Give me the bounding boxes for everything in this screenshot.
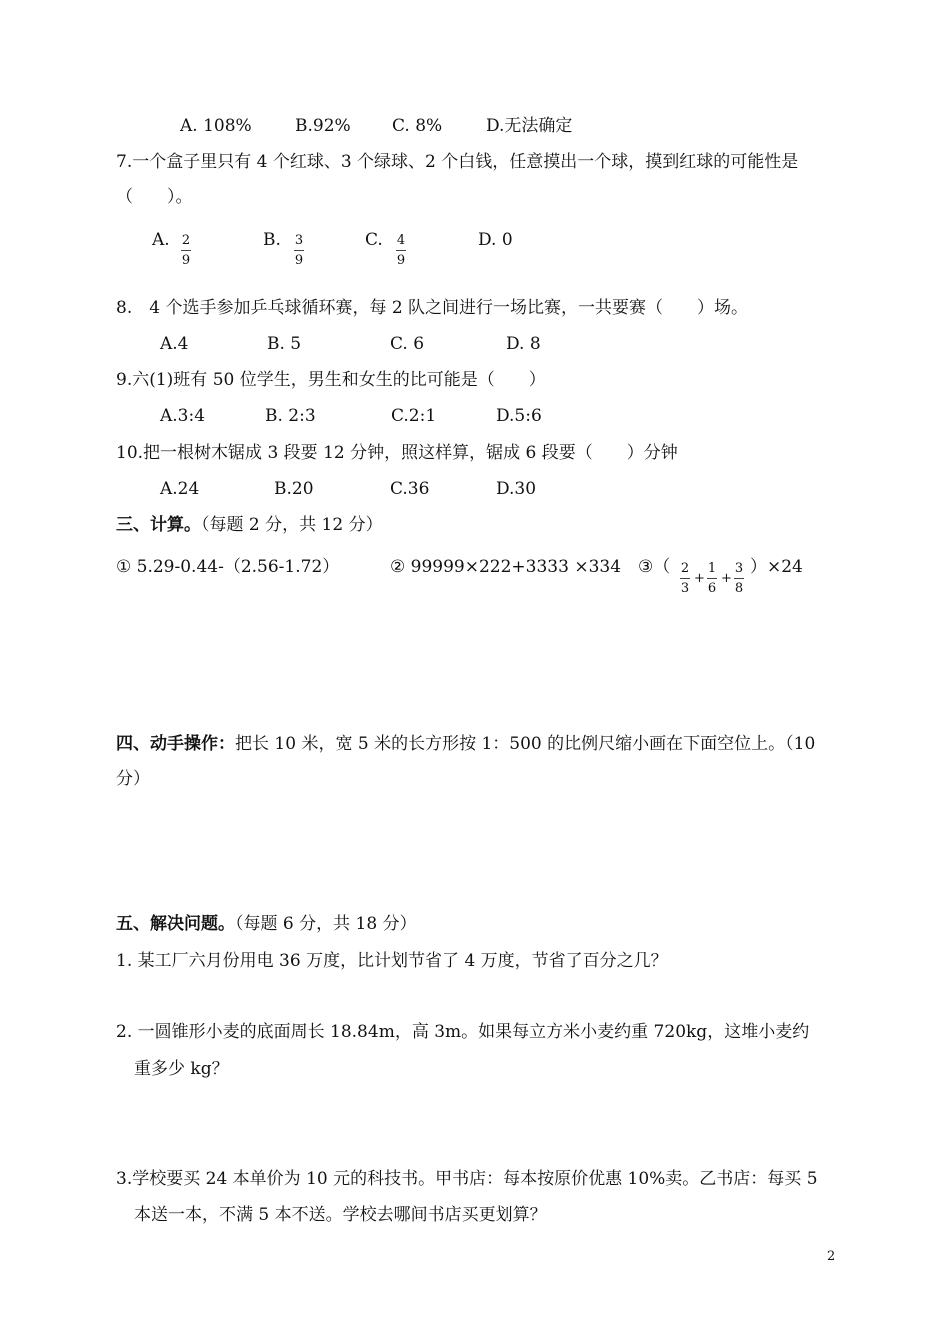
section-5-note: （每题 6 分，共 18 分） bbox=[235, 914, 417, 934]
q8-option-a: A.4 bbox=[160, 334, 189, 354]
q7-option-a-label: A. bbox=[152, 230, 170, 250]
q7-option-b-fraction bbox=[294, 233, 304, 268]
section-3-note: （每题 2 分，共 12 分） bbox=[201, 515, 383, 535]
section-4-title: 四、动手操作： bbox=[116, 734, 235, 754]
section-4-line1 bbox=[116, 733, 815, 755]
q7-option-d: D. 0 bbox=[478, 230, 513, 250]
q6-option-c: C. 8% bbox=[392, 116, 443, 136]
numerator: 1 bbox=[707, 561, 717, 576]
q10-option-c: C.36 bbox=[390, 479, 430, 499]
q10-option-b: B.20 bbox=[274, 479, 314, 499]
q9-option-c: C.2:1 bbox=[391, 406, 437, 426]
problem-2-line1: 2. 一圆锥形小麦的底面周长 18.84m，高 3m。如果每立方米小麦约重 720kg，这堆小麦约 bbox=[116, 1022, 810, 1042]
section-3-title: 三、计算。 bbox=[116, 515, 201, 535]
q6-option-d: D.无法确定 bbox=[486, 116, 573, 136]
calc-problem-1: ① 5.29-0.44-（2.56-1.72） bbox=[116, 557, 340, 577]
section-5-title: 五、解决问题。 bbox=[116, 914, 235, 934]
q8-text: 8. 4 个选手参加乒乓球循环赛，每 2 队之间进行一场比赛，一共要赛（ ）场。 bbox=[116, 298, 749, 318]
calc-problem-2: ② 99999×222+3333 ×334 bbox=[390, 557, 622, 577]
denominator: 6 bbox=[707, 581, 717, 596]
plus-sign: + bbox=[721, 571, 732, 586]
problem-3-line2: 本送一本，不满 5 本不送。学校去哪间书店买更划算？ bbox=[134, 1205, 547, 1225]
q10-option-d: D.30 bbox=[496, 479, 537, 499]
numerator: 2 bbox=[181, 233, 191, 248]
q9-option-b: B. 2:3 bbox=[265, 406, 316, 426]
page-number: 2 bbox=[827, 1249, 836, 1264]
q6-option-a: A. 108% bbox=[180, 116, 252, 136]
numerator: 4 bbox=[396, 233, 406, 248]
problem-2-line2: 重多少 kg？ bbox=[134, 1059, 229, 1079]
denominator: 8 bbox=[734, 581, 744, 596]
calc-problem-3-suffix: ）×24 bbox=[750, 557, 803, 577]
plus-sign: + bbox=[694, 571, 705, 586]
section-3-heading bbox=[116, 514, 383, 536]
section-4-text: 把长 10 米，宽 5 米的长方形按 1：500 的比例尺缩小画在下面空位上。（10 bbox=[235, 734, 816, 754]
q8-option-b: B. 5 bbox=[267, 334, 302, 354]
numerator: 3 bbox=[734, 561, 744, 576]
calc-problem-3-fraction-1 bbox=[680, 561, 690, 596]
q10-text: 10.把一根树木锯成 3 段要 12 分钟，照这样算，锯成 6 段要（ ）分钟 bbox=[116, 443, 678, 463]
q9-option-a: A.3:4 bbox=[160, 406, 206, 426]
denominator: 9 bbox=[396, 253, 406, 268]
q8-option-c: C. 6 bbox=[390, 334, 425, 354]
q10-option-a: A.24 bbox=[160, 479, 200, 499]
q6-option-b: B.92% bbox=[295, 116, 351, 136]
q7-option-b-label: B. bbox=[263, 230, 281, 250]
section-4-line2: 分） bbox=[116, 769, 150, 789]
q7-option-c-label: C. bbox=[365, 230, 383, 250]
problem-1: 1. 某工厂六月份用电 36 万度，比计划节省了 4 万度，节省了百分之几？ bbox=[116, 951, 668, 971]
q7-option-c-fraction bbox=[396, 233, 406, 268]
calc-problem-3-fraction-2 bbox=[707, 561, 717, 596]
q7-text-line2: （ ）。 bbox=[116, 187, 193, 207]
q9-text: 9.六(1)班有 50 位学生，男生和女生的比可能是（ ） bbox=[116, 370, 546, 390]
denominator: 3 bbox=[680, 581, 690, 596]
calc-problem-3-prefix: ③（ bbox=[638, 557, 671, 577]
problem-3-line1: 3.学校要买 24 本单价为 10 元的科技书。甲书店：每本按原价优惠 10%卖。乙书店：每买 5 bbox=[116, 1169, 818, 1189]
numerator: 3 bbox=[294, 233, 304, 248]
numerator: 2 bbox=[680, 561, 690, 576]
q7-text-line1: 7.一个盒子里只有 4 个红球、3 个绿球、2 个白钱，任意摸出一个球，摸到红球的可能性是 bbox=[116, 152, 799, 172]
q7-option-a-fraction bbox=[181, 233, 191, 268]
denominator: 9 bbox=[294, 253, 304, 268]
calc-problem-3-fraction-3 bbox=[734, 561, 744, 596]
denominator: 9 bbox=[181, 253, 191, 268]
q8-option-d: D. 8 bbox=[506, 334, 541, 354]
section-5-heading bbox=[116, 913, 417, 935]
q9-option-d: D.5:6 bbox=[496, 406, 542, 426]
